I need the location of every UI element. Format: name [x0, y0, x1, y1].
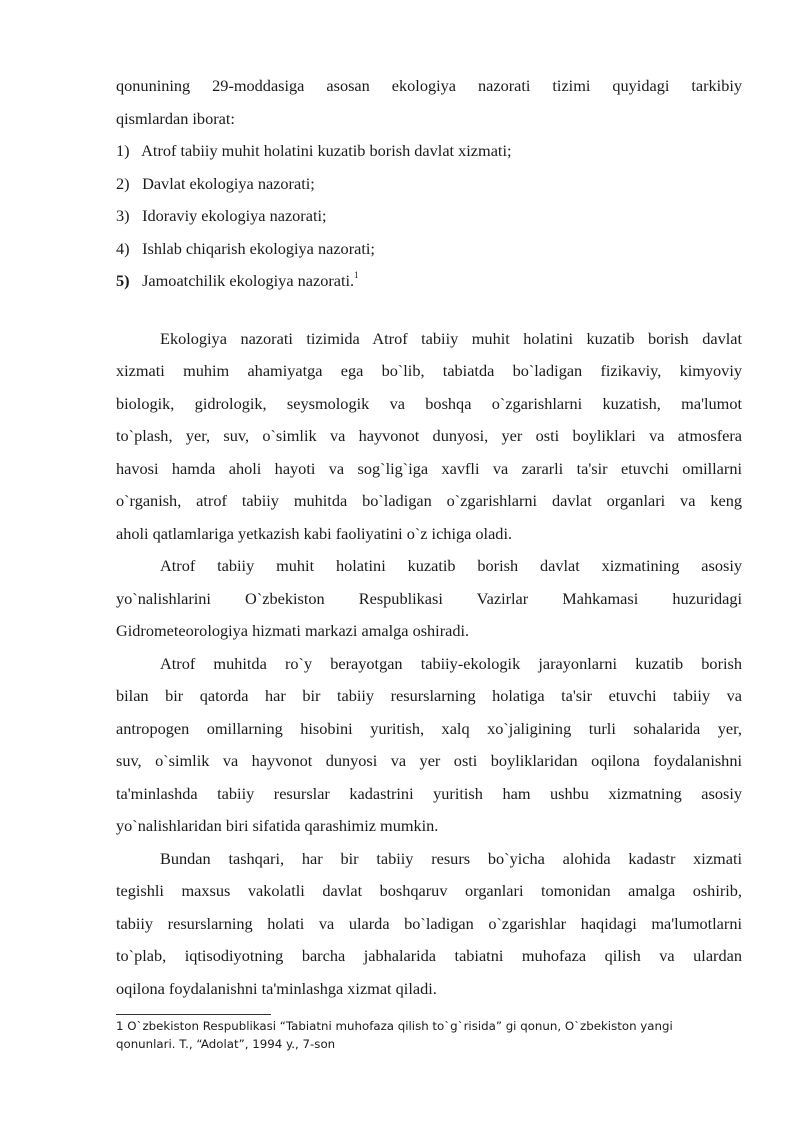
list-text: Davlat ekologiya nazorati;	[142, 173, 315, 193]
paragraph-line: ta'minlashda tabiiy resurslar kadastrini yuritish ham ushbu xizmatning asosiy	[116, 783, 742, 803]
list-text: Ishlab chiqarish ekologiya nazorati;	[142, 238, 375, 258]
footnote	[116, 1018, 742, 1053]
paragraph-line: Bundan tashqari, har bir tabiiy resurs bo`yicha alohida kadastr xizmati	[160, 848, 742, 868]
paragraph-line: biologik, gidrologik, seysmologik va boshqa o`zgarishlarni kuzatish, ma'lumot	[116, 393, 742, 413]
list-number: 2)	[116, 173, 130, 193]
document-body	[116, 70, 742, 1005]
intro-line: qonunining 29-moddasiga asosan ekologiya nazorati tizimi quyidagi tarkibiy	[116, 76, 742, 95]
paragraph	[116, 648, 742, 843]
paragraph-line: to`plash, yer, suv, o`simlik va hayvonot dunyosi, yer osti boyliklari va atmosfera	[116, 426, 742, 445]
paragraph-line: aholi qatlamlariga yetkazish kabi faoliyatini o`z ichiga oladi.	[116, 523, 513, 543]
list-number: 4)	[116, 238, 130, 258]
paragraph-line: bilan bir qatorda har bir tabiiy resurslarning holatiga ta'sir etuvchi tabiiy va	[116, 686, 742, 705]
paragraph-line: suv, o`simlik va hayvonot dunyosi va yer osti boyliklaridan oqilona foydalanishni	[116, 751, 742, 770]
footnote-divider	[116, 1014, 271, 1015]
paragraph-line: Ekologiya nazorati tizimida Atrof tabiiy muhit holatini kuzatib borish davlat	[160, 328, 742, 348]
list-text: Jamoatchilik ekologiya nazorati.	[142, 271, 355, 290]
paragraph-line: o`rganish, atrof tabiiy muhitda bo`ladigan o`zgarishlarni davlat organlari va keng	[116, 491, 742, 510]
list-number: 1)	[116, 141, 130, 160]
paragraph-line: Gidrometeorologiya hizmati markazi amalga oshiradi.	[116, 621, 470, 640]
list-item	[116, 265, 742, 298]
paragraph-line: Atrof muhitda ro`y berayotgan tabiiy-ekologik jarayonlarni kuzatib borish	[160, 653, 742, 673]
paragraph-line: yo`nalishlaridan biri sifatida qarashimiz mumkin.	[116, 816, 439, 835]
paragraph	[116, 843, 742, 1006]
paragraph-line: to`plab, iqtisodiyotning barcha jabhalarida tabiatni muhofaza qilish va ulardan	[116, 946, 742, 965]
paragraph-line: tegishli maxsus vakolatli davlat boshqaruv organlari tomonidan amalga oshirib,	[116, 881, 742, 900]
paragraph-line: yo`nalishlarini O`zbekiston Respublikasi Vazirlar Mahkamasi huzuridagi	[116, 588, 742, 608]
list-text: Atrof tabiiy muhit holatini kuzatib borish davlat xizmati;	[141, 141, 512, 160]
list-item	[116, 168, 742, 201]
intro-line: qismlardan iborat:	[116, 108, 235, 128]
list-item	[116, 135, 742, 168]
paragraph	[116, 550, 742, 648]
list-number: 5)	[116, 271, 130, 290]
list-number: 3)	[116, 206, 130, 225]
components-list	[116, 135, 742, 298]
footnote-line: qonunlari. T., “Adolat”, 1994 y., 7-son	[116, 1036, 336, 1051]
paragraph-line: tabiiy resurslarning holati va ularda bo`ladigan o`zgarishlar haqidagi ma'lumotlarni	[116, 913, 742, 933]
footnote-reference[interactable]: 1	[354, 270, 359, 280]
paragraph	[116, 323, 742, 551]
list-item	[116, 200, 742, 233]
footnote-line: 1 O`zbekiston Respublikasi “Tabiatni muhofaza qilish to`g`risida” gi qonun, O`zbekiston yangi	[116, 1019, 673, 1033]
paragraph-line: antropogen omillarning hisobini yuritish, xalq xo`jaligining turli sohalarida yer,	[116, 718, 742, 738]
paragraph-line: Atrof tabiiy muhit holatini kuzatib borish davlat xizmatining asosiy	[160, 556, 742, 575]
paragraph-line: oqilona foydalanishni ta'minlashga xizmat qiladi.	[116, 978, 437, 998]
paragraph-line: xizmati muhim ahamiyatga ega bo`lib, tabiatda bo`ladigan fizikaviy, kimyoviy	[116, 361, 742, 380]
list-text: Idoraviy ekologiya nazorati;	[142, 206, 327, 225]
paragraph-line: havosi hamda aholi hayoti va sog`lig`iga xavfli va zararli ta'sir etuvchi omillarni	[116, 458, 742, 478]
list-item	[116, 233, 742, 266]
